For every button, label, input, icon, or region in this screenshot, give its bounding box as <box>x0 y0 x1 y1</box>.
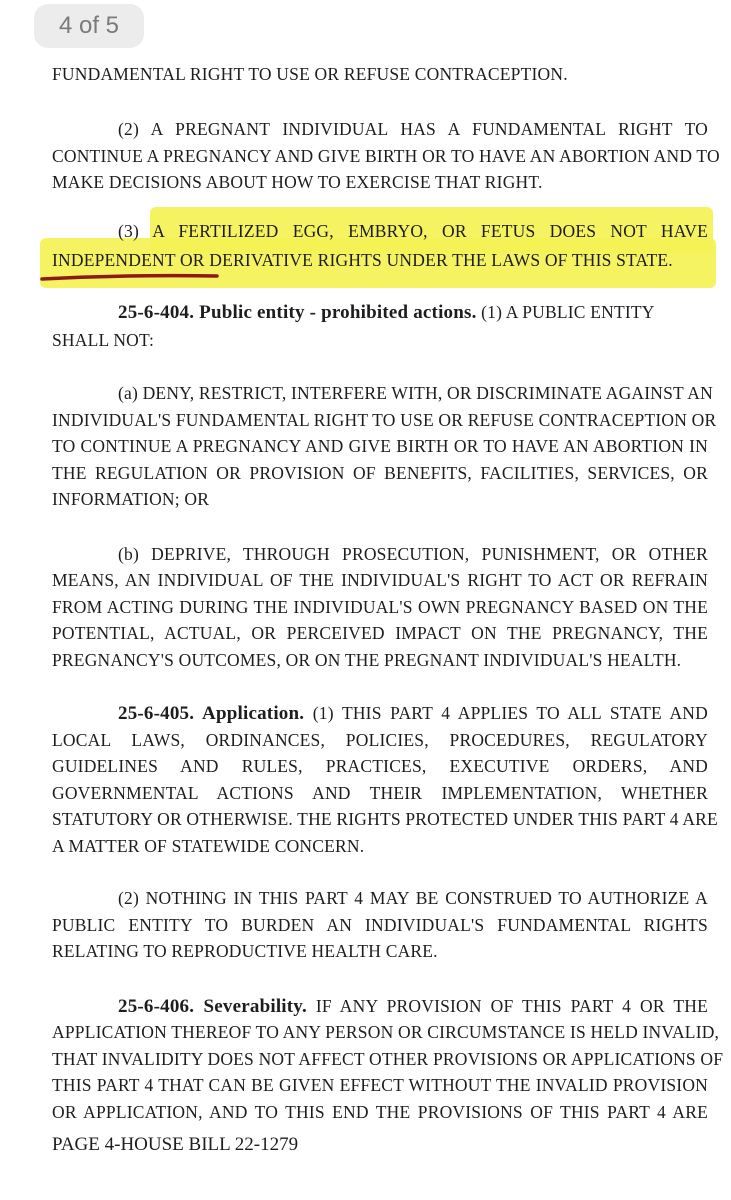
para-a-line1: (a) DENY, RESTRICT, INTERFERE WITH, OR DISCRIMINATE AGAINST AN <box>118 383 713 403</box>
section-406-heading-line <box>118 995 708 1018</box>
para-b-line2: MEANS, AN INDIVIDUAL OF THE INDIVIDUAL'S RIGHT TO ACT OR REFRAIN <box>52 570 708 590</box>
lead-line: FUNDAMENTAL RIGHT TO USE OR REFUSE CONTRACEPTION. <box>52 64 568 84</box>
page-footer: PAGE 4-HOUSE BILL 22-1279 <box>52 1134 299 1155</box>
para2-line1: (2) A PREGNANT INDIVIDUAL HAS A FUNDAMENTAL RIGHT TO <box>118 119 708 139</box>
para3-line2: INDEPENDENT OR DERIVATIVE RIGHTS UNDER THE LAWS OF THIS STATE. <box>52 250 673 270</box>
section-404-heading: 25-6-404. Public entity - prohibited actions. <box>118 302 477 323</box>
para405-2-line3: RELATING TO REPRODUCTIVE HEALTH CARE. <box>52 941 438 961</box>
section-405-line4: GOVERNMENTAL ACTIONS AND THEIR IMPLEMENTATION, WHETHER <box>52 783 708 803</box>
para-b-line4: POTENTIAL, ACTUAL, OR PERCEIVED IMPACT ON THE PREGNANCY, THE <box>52 623 708 643</box>
section-405-line5: STATUTORY OR OTHERWISE. THE RIGHTS PROTECTED UNDER THIS PART 4 ARE <box>52 809 718 829</box>
para3-line1: (3) A FERTILIZED EGG, EMBRYO, OR FETUS DOES NOT HAVE <box>118 221 708 241</box>
section-406-line3: THAT INVALIDITY DOES NOT AFFECT OTHER PROVISIONS OR APPLICATIONS OF <box>52 1049 724 1069</box>
section-405-line6: A MATTER OF STATEWIDE CONCERN. <box>52 836 365 856</box>
para-b-line5: PREGNANCY'S OUTCOMES, OR ON THE PREGNANT INDIVIDUAL'S HEALTH. <box>52 650 682 670</box>
section-404-heading-rest: (1) A PUBLIC ENTITY <box>476 302 655 322</box>
section-406-line5: OR APPLICATION, AND TO THIS END THE PROVISIONS OF THIS PART 4 ARE <box>52 1102 708 1122</box>
section-406-heading: 25-6-406. Severability. <box>118 996 307 1017</box>
section-406-line4: THIS PART 4 THAT CAN BE GIVEN EFFECT WITHOUT THE INVALID PROVISION <box>52 1075 708 1095</box>
page-counter-badge: 4 of 5 <box>34 4 144 48</box>
para-b-line1: (b) DEPRIVE, THROUGH PROSECUTION, PUNISHMENT, OR OTHER <box>118 544 708 564</box>
section-405-heading-rest: (1) THIS PART 4 APPLIES TO ALL STATE AND <box>304 703 708 723</box>
section-405-line2: LOCAL LAWS, ORDINANCES, POLICIES, PROCEDURES, REGULATORY <box>52 730 708 750</box>
section-406-heading-rest: IF ANY PROVISION OF THIS PART 4 OR THE <box>306 996 708 1016</box>
para2-line3: MAKE DECISIONS ABOUT HOW TO EXERCISE THAT RIGHT. <box>52 172 543 192</box>
para-a-line2: INDIVIDUAL'S FUNDAMENTAL RIGHT TO USE OR REFUSE CONTRACEPTION OR <box>52 410 717 430</box>
section-404-line2: SHALL NOT: <box>52 330 155 350</box>
para-a-line3: TO CONTINUE A PREGNANCY AND GIVE BIRTH OR TO HAVE AN ABORTION IN <box>52 436 708 456</box>
para405-2-line2: PUBLIC ENTITY TO BURDEN AN INDIVIDUAL'S FUNDAMENTAL RIGHTS <box>52 915 708 935</box>
para2-line2: CONTINUE A PREGNANCY AND GIVE BIRTH OR TO HAVE AN ABORTION AND TO <box>52 146 720 166</box>
section-405-heading-line <box>118 702 708 725</box>
section-405-heading: 25-6-405. Application. <box>118 703 305 724</box>
section-405-line3: GUIDELINES AND RULES, PRACTICES, EXECUTIVE ORDERS, AND <box>52 756 708 776</box>
para-a-line4: THE REGULATION OR PROVISION OF BENEFITS, FACILITIES, SERVICES, OR <box>52 463 708 483</box>
section-406-line2: APPLICATION THEREOF TO ANY PERSON OR CIRCUMSTANCE IS HELD INVALID, <box>52 1022 720 1042</box>
para405-2-line1: (2) NOTHING IN THIS PART 4 MAY BE CONSTRUED TO AUTHORIZE A <box>118 888 708 908</box>
para-a-line5: INFORMATION; OR <box>52 489 210 509</box>
para-b-line3: FROM ACTING DURING THE INDIVIDUAL'S OWN PREGNANCY BASED ON THE <box>52 597 708 617</box>
section-404-heading-line <box>118 301 718 324</box>
